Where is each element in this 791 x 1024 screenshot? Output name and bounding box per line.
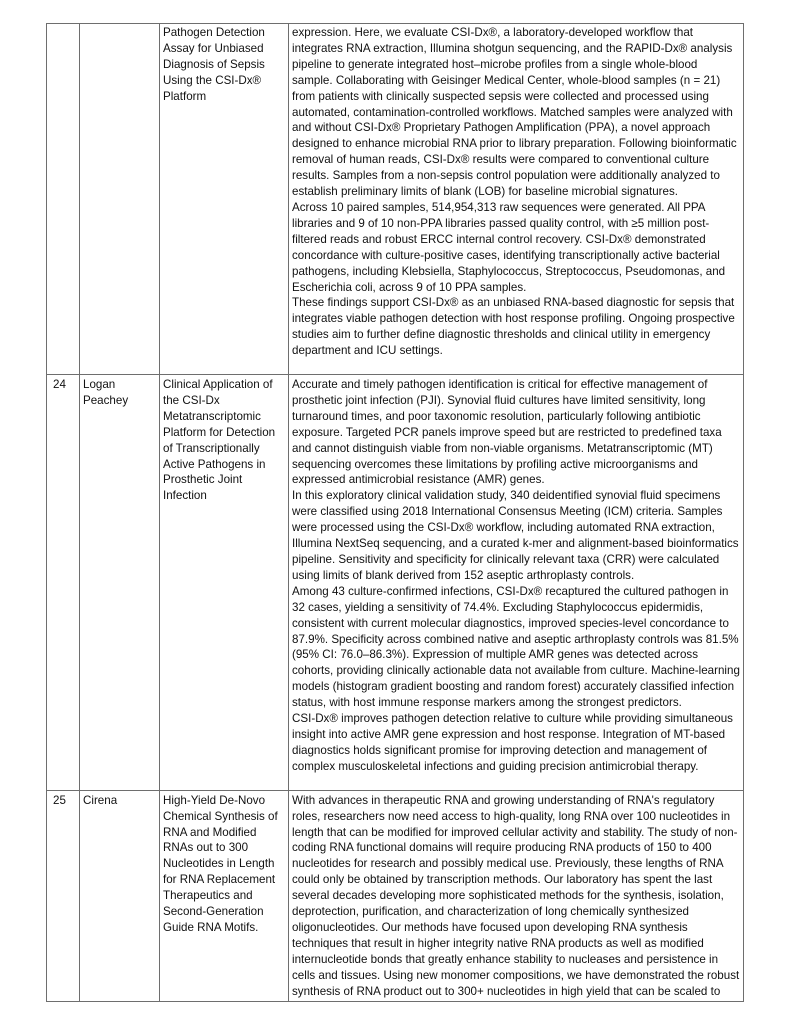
abstract-paragraph: These findings support CSI-Dx® as an unbiased RNA-based diagnostic for sepsis that integrates viable pathogen detection with host response profiling. Ongoing prospective studies aim to further define diagnostic thresholds and clinical utility in emergency department and ICU settings. [292, 296, 735, 358]
abstract-title: Pathogen Detection Assay for Unbiased Diagnosis of Sepsis Using the CSI-Dx® Platform [160, 24, 289, 375]
abstract-body [289, 24, 744, 375]
table-row [47, 375, 744, 791]
abstract-paragraph: In this exploratory clinical validation study, 340 deidentified synovial fluid specimens were classified using 2018 International Consensus Meeting (ICM) criteria. Samples were processed using the CSI-Dx® workflow, including automated RNA extraction, Illumina NextSeq sequencing, and a curated k-mer and alignment-based bioinformatics pipeline. Sensitivity and specificity for clinically relevant taxa (CRR) were calculated using limits of blank derived from 152 aseptic arthroplasty controls. [292, 489, 739, 582]
presenter-name: Logan Peachey [80, 375, 160, 791]
abstract-title: Clinical Application of the CSI-Dx Metatranscriptomic Platform for Detection of Transcriptionally Active Pathogens in Prosthetic Joint Infection [160, 375, 289, 791]
presenter-name [80, 24, 160, 375]
row-number [47, 24, 80, 375]
abstract-paragraph: expression. Here, we evaluate CSI-Dx®, a laboratory-developed workflow that integrates RNA extraction, Illumina shotgun sequencing, and the RAPID-Dx® analysis pipeline to generate integrated host–microbe profiles from a single whole-blood sample. Collaborating with Geisinger Medical Center, whole-blood samples (n = 21) from patients with clinically suspected sepsis were collected and processed using automated, contamination-controlled workflows. Matched samples were analyzed with and without CSI-Dx® Proprietary Pathogen Amplification (PPA), a novel approach designed to enhance microbial RNA prior to library preparation. Following bioinformatic removal of human reads, CSI-Dx® results were compared to conventional culture results. Samples from a non-sepsis control population were additionally analyzed to establish preliminary limits of blank (LOB) for baseline microbial signatures. [292, 26, 737, 199]
abstract-body [289, 790, 744, 1002]
row-number: 24 [47, 375, 80, 791]
presenter-name: Cirena [80, 790, 160, 1002]
abstract-paragraph: CSI-Dx® improves pathogen detection relative to culture while providing simultaneous insight into active AMR gene expression and host response. Integration of MT-based diagnostics holds significant promise for improving detection and management of complex musculoskeletal infections and guiding precision antimicrobial therapy. [292, 712, 733, 773]
abstract-title: High-Yield De-Novo Chemical Synthesis of RNA and Modified RNAs out to 300 Nucleotides in Length for RNA Replacement Therapeutics and Second-Generation Guide RNA Motifs. [160, 790, 289, 1002]
abstract-paragraph: Across 10 paired samples, 514,954,313 raw sequences were generated. All PPA libraries and 9 of 10 non-PPA libraries passed quality control, with ≥5 million post-filtered reads and robust ERCC internal control recovery. CSI-Dx® demonstrated concordance with culture-positive cases, identifying transcriptionally active bacterial pathogens, including Klebsiella, Staphylococcus, Streptococcus, Pseudomonas, and Escherichia coli, across 9 of 10 PPA samples. [292, 200, 726, 294]
abstract-paragraph: Among 43 culture-confirmed infections, CSI-Dx® recaptured the cultured pathogen in 32 cases, yielding a sensitivity of 74.4%. Excluding Staphylococcus epidermidis, consistent with current molecular diagnostics, improved species-level concordance to 87.9%. Specificity across combined native and aseptic arthroplasty controls was 81.5% (95% CI: 76.0–86.3%). Expression of multiple AMR genes was detected across cohorts, providing clinically actionable data not available from culture. Machine-learning models (histogram gradient boosting and random forest) accurately classified infection status, with host immune response markers among the strongest predictors. [292, 584, 740, 710]
abstract-body [289, 375, 744, 791]
table-row [47, 24, 744, 375]
abstract-paragraph: Accurate and timely pathogen identification is critical for effective management of prosthetic joint infection (PJI). Synovial fluid cultures have limited sensitivity, long turnaround times, and poor taxonomic resolution, particularly following antibiotic exposure. Targeted PCR panels improve speed but are restricted to predefined taxa and cannot distinguish viable from non-viable organisms. Metatranscriptomic (MT) sequencing overcomes these limitations by profiling active microorganisms and expressed antimicrobial resistance (AMR) genes. [292, 378, 722, 487]
row-number: 25 [47, 790, 80, 1002]
table-row [47, 790, 744, 1002]
abstract-table [46, 23, 744, 1002]
abstract-paragraph: With advances in therapeutic RNA and growing understanding of RNA's regulatory roles, researchers now need access to high-quality, long RNA over 100 nucleotides in length that can be modified for improved cellular activity and stability. The study of non-coding RNA functional domains will require producing RNA products of 150 to 400 nucleotides for research and possibly medical use. Previously, these lengths of RNA could only be obtained by transcription methods. Our laboratory has spent the last several decades developing more sophisticated methods for the synthesis, isolation, deprotection, purification, and characterization of long chemically synthesized oligonucleotides. Our methods have focused upon developing RNA synthesis techniques that result in higher integrity native RNA products as well as modified internucleotide bonds that greatly enhance stability to nucleases and persistence in cells and tissues. Using new monomer compositions, we have demonstrated the robust synthesis of RNA product out to 300+ nucleotides in high yield that can be scaled to [292, 793, 740, 998]
